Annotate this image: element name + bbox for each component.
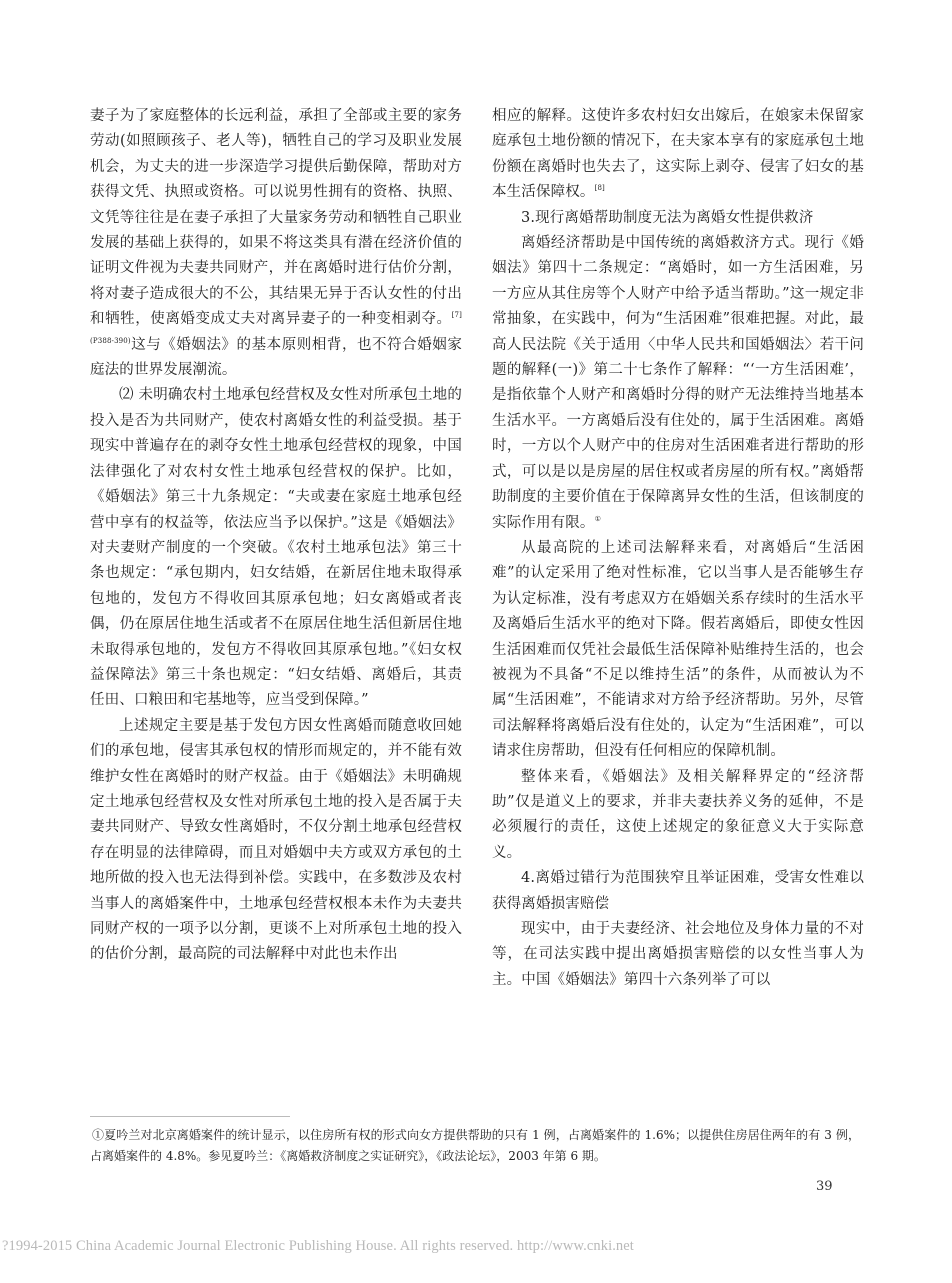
body-paragraph: ⑵ 未明确农村土地承包经营权及女性对所承包土地的投入是否为共同财产，使农村离婚女性的利益受损。基于现实中普遍存在的剥夺女性土地承包经营权的现象，中国法律强化了对农村女性土地承包经营权的保护。比如，《婚姻法》第三十九条规定：“夫或妻在家庭土地承包经营中享有的权益等，依法应当予以保护。”这是《婚姻法》对夫妻财产制度的一个突破。《农村土地承包法》第三十条也规定：“承包期内，妇女结婚，在新居住地未取得承包地的，发包方不得收回其原承包地；妇女离婚或者丧偶，仍在原居住地生活或者不在原居住地生活但新居住地未取得承包地的，发包方不得收回其原承包地。”《妇女权益保障法》第三十条也规定：“妇女结婚、离婚后，其责任田、口粮田和宅基地等，应当受到保障。”	[90, 387, 462, 709]
body-paragraph: 现实中，由于夫妻经济、社会地位及身体力量的不对等，在司法实践中提出离婚损害赔偿的以女性当事人为主。中国《婚姻法》第四十六条列举了可以	[492, 921, 864, 988]
body-paragraph: 相应的解释。这使许多农村妇女出嫁后，在娘家未保留家庭承包土地份额的情况下，在夫家本享有的家庭承包土地份额在离婚时也失去了，这实际上剥夺、侵害了妇女的基本生活保障权。[8]	[492, 108, 864, 201]
footnote-marker[interactable]: ①	[594, 514, 601, 523]
body-paragraph: 上述规定主要是基于发包方因女性离婚而随意收回她们的承包地，侵害其承包权的情形而规定的，并不能有效维护女性在离婚时的财产权益。由于《婚姻法》未明确规定土地承包经营权及女性对所承包土地的投入是否属于夫妻共同财产、导致女性离婚时，不仅分割土地承包经营权存在明显的法律障碍，而且对婚姻中夫方或双方承包的土地所做的投入也无法得到补偿。实践中，在多数涉及农村当事人的离婚案件中，土地承包经营权根本未作为夫妻共同财产权的一项予以分割，更谈不上对所承包土地的投入的估价分割，最高院的司法解释中对此也未作出	[90, 717, 462, 963]
body-paragraph: 从最高院的上述司法解释来看，对离婚后“生活困难”的认定采用了绝对性标准，它以当事人是否能够生存为认定标准，没有考虑双方在婚姻关系存续时的生活水平及离婚后生活水平的绝对下降。假若离婚后，即使女性因生活困难而仅凭社会最低生活保障补贴维持生活的，也会被视为不具备“不足以维持生活”的条件，从而被认为不属“生活困难”，不能请求对方给予经济帮助。另外，尽管司法解释将离婚后没有住处的，认定为“生活困难”，可以请求住房帮助，但没有任何相应的保障机制。	[492, 539, 864, 760]
copyright-watermark: ?1994-2015 China Academic Journal Electronic Publishing House. All rights reserved. http://www.cnki.net	[2, 1238, 634, 1254]
section-heading: 4.离婚过错行为范围狭窄且举证困难，受害女性难以获得离婚损害赔偿	[492, 870, 864, 912]
citation-ref[interactable]: [7]	[451, 311, 462, 320]
body-paragraph: 妻子为了家庭整体的长远利益，承担了全部或主要的家务劳动(如照顾孩子、老人等)，牺牲自己的学习及职业发展机会，为丈夫的进一步深造学习提供后勤保障，帮助对方获得文凭、执照或资格。可以说男性拥有的资格、执照、文凭等往往是在妻子承担了大量家务劳动和牺牲自己职业发展的基础上获得的，如果不将这类具有潜在经济价值的证明文件视为夫妻共同财产，并在离婚时进行估价分割，将对妻子造成很大的不公，其结果无异于否认女性的付出和牺牲，使离婚变成丈夫对离异妻子的一种变相剥夺。$^{[7](P388-390)}$这与《婚姻法》的基本原则相背，也不符合婚姻家庭法的世界发展潮流。	[90, 108, 462, 379]
citation-ref[interactable]: [8]	[594, 184, 605, 193]
page-number: 39	[816, 1179, 833, 1194]
body-paragraph: 离婚经济帮助是中国传统的离婚救济方式。现行《婚姻法》第四十二条规定：“离婚时，如一方生活困难，另一方应从其住房等个人财产中给予适当帮助。”这一规定非常抽象，在实践中，何为“生活困难”很难把握。对此，最高人民法院《关于适用〈中华人民共和国婚姻法〉若干问题的解释(一)》第二十七条作了解释：“‘一方生活困难’，是指依靠个人财产和离婚时分得的财产无法维持当地基本生活水平。一方离婚后没有住处的，属于生活困难。离婚时，一方以个人财产中的住房对生活困难者进行帮助的形式，可以是以是房屋的居住权或者房屋的所有权。”离婚帮助制度的主要价值在于保障离异女性的生活，但该制度的实际作用有限。①	[492, 235, 864, 531]
left-column	[90, 104, 462, 968]
footnote-text: ①夏吟兰对北京离婚案件的统计显示，以住房所有权的形式向女方提供帮助的只有 1 例，占离婚案件的 1.6%；以提供住房居住两年的有 3 例，占离婚案件的 4.8%。参见夏吟兰：《离婚救济制度之实证研究》，《政法论坛》，2003 年第 6 期。	[90, 1128, 860, 1163]
body-paragraph: 整体来看，《婚姻法》及相关解释界定的“经济帮助”仅是道义上的要求，并非夫妻扶养义务的延伸，不是必须履行的责任，这使上述规定的象征意义大于实际意义。	[492, 768, 864, 861]
footnote	[90, 1125, 860, 1167]
footnote-divider	[90, 1116, 290, 1117]
right-column	[492, 104, 864, 993]
citation-pages: (P388-390)	[90, 336, 131, 345]
section-heading: 3.现行离婚帮助制度无法为离婚女性提供救济	[521, 209, 814, 226]
